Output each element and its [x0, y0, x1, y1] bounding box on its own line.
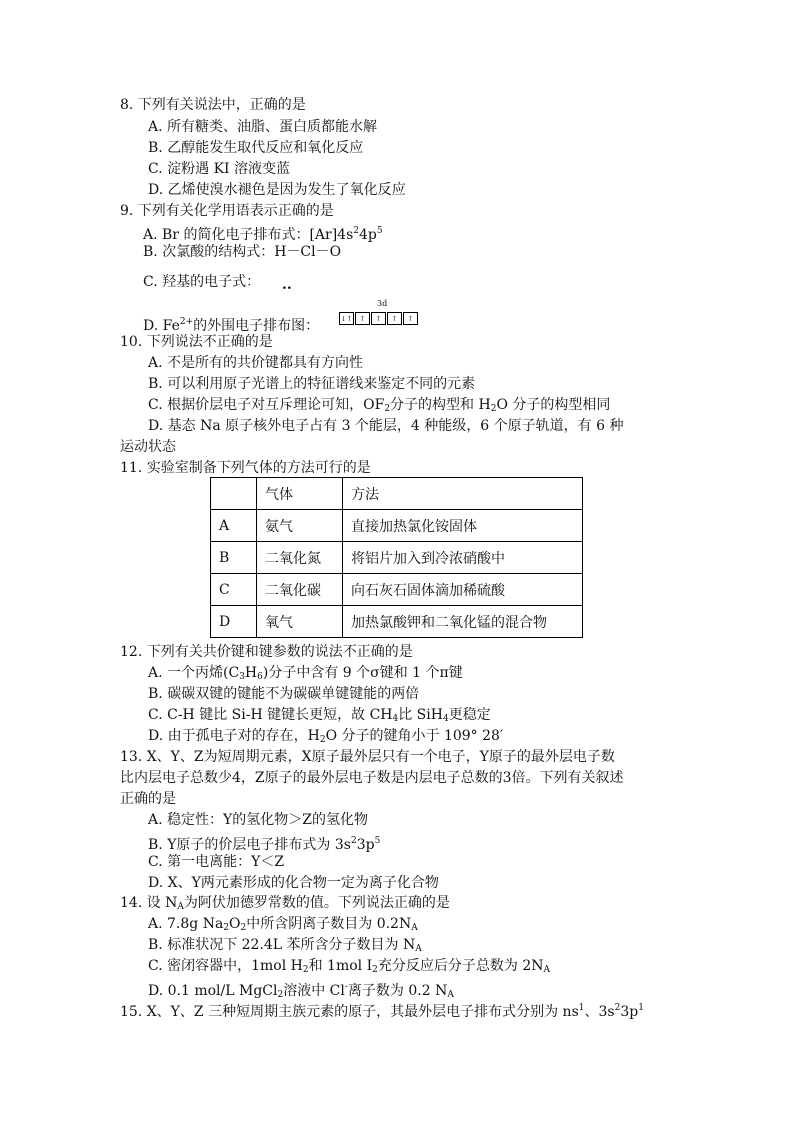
q10-c-text2: 分子的构型和 H	[390, 397, 491, 413]
table-cell: 氨气	[257, 510, 343, 542]
gas-prep-table	[210, 477, 583, 638]
q14-c-text2: 和 1mol I	[308, 958, 373, 974]
q14-c-text1: C. 密闭容器中，1mol H	[148, 958, 303, 974]
table-cell: 氧气	[257, 606, 343, 638]
q12-c-text2: 比 SiH	[398, 707, 443, 723]
q14-b-sub1: A	[415, 944, 422, 954]
table-row	[211, 606, 583, 638]
q10-stem: 10. 下列说法不正确的是	[120, 334, 273, 350]
table-cell: 二氧化碳	[257, 574, 343, 606]
q12-stem: 12. 下列有关共价键和键参数的说法不正确的是	[120, 644, 413, 660]
table-header-cell	[211, 478, 257, 510]
q14-b-text1: B. 标准状况下 22.4L 苯所含分子数目为 N	[148, 937, 416, 953]
q14-a-text2: O	[229, 916, 241, 932]
table-cell: 向石灰石固体滴加稀硫酸	[343, 574, 583, 606]
q9-a-sup2: 5	[376, 226, 383, 236]
hydroxyl-electron-dots: ..	[282, 277, 292, 293]
q14-d-text2: 溶液中 Cl	[283, 983, 345, 999]
q14-stem-sub: A	[177, 902, 184, 912]
q13-stem-line3: 正确的是	[120, 791, 176, 807]
q12-a-sub2: 6	[257, 672, 263, 682]
q12-a-text3: )分子中含有 9 个σ键和 1 个π键	[262, 665, 463, 681]
q15-stem-text2: 、3s	[584, 1004, 615, 1020]
q9-option-a	[143, 222, 383, 244]
q14-c-sub1: 2	[302, 965, 309, 975]
q11-stem: 11. 实验室制备下列气体的方法可行的是	[120, 460, 371, 476]
q13-b-text2: 3p	[356, 837, 375, 853]
q14-stem	[120, 894, 450, 916]
q14-d-sub2: A	[447, 990, 454, 1000]
q14-a-sub3: A	[411, 923, 418, 933]
q8-option-d: D. 乙烯使溴水褪色是因为发生了氧化反应	[148, 182, 406, 198]
q14-stem-text2: 为阿伏加德罗常数的值。下列说法正确的是	[183, 895, 450, 911]
q9-d-sup: 2+	[179, 317, 194, 327]
q10-c-text3: O 分子的构型相同	[496, 397, 611, 413]
q14-a-sub1: 2	[223, 923, 230, 933]
q9-a-text: A. Br 的简化电子排布式：[Ar]4s	[143, 227, 354, 243]
q13-stem-line1: 13. X、Y、Z为短周期元素，X原子最外层只有一个电子，Y原子的最外层电子数	[120, 749, 615, 765]
q9-a-mid: 4p	[359, 227, 377, 243]
q9-stem: 9. 下列有关化学用语表示正确的是	[120, 203, 334, 219]
q15-stem-sup3: 1	[638, 1003, 644, 1013]
q14-option-b	[148, 936, 422, 958]
table-cell: C	[211, 574, 257, 606]
q12-option-d	[148, 727, 503, 749]
q14-stem-text1: 14. 设 N	[120, 895, 178, 911]
q10-option-c	[148, 396, 610, 418]
q8-option-c: C. 淀粉遇 KI 溶液变蓝	[148, 161, 291, 177]
q10-c-sub2: 2	[490, 404, 497, 414]
q14-a-text3: 中所含阴离子数目为 0.2N	[246, 916, 412, 932]
q13-b-text1: B. Y原子的价层电子排布式为 3s	[148, 837, 351, 853]
q13-b-sup2: 5	[374, 836, 381, 846]
orbital-box: ↑	[355, 312, 370, 325]
q12-c-text1: C. C-H 键比 Si-H 键键长更短，故 CH	[148, 707, 393, 723]
q14-c-sub3: A	[543, 965, 550, 975]
table-header-cell: 方法	[343, 478, 583, 510]
table-cell: B	[211, 542, 257, 574]
q13-option-c: C. 第一电离能：Y＜Z	[148, 854, 285, 870]
q10-c-sub1: 2	[384, 404, 391, 414]
q10-option-d-cont: 运动状态	[120, 439, 176, 455]
q14-c-sub2: 2	[372, 965, 378, 975]
q12-a-sub1: 3	[239, 672, 245, 682]
q12-d-text1: D. 由于孤电子对的存在，H	[148, 728, 320, 744]
q8-option-a: A. 所有糖类、油脂、蛋白质都能水解	[148, 119, 378, 135]
table-cell: 加热氯酸钾和二氧化锰的混合物	[343, 606, 583, 638]
q10-option-d: D. 基态 Na 原子核外电子占有 3 个能层，4 种能级，6 个原子轨道，有 6 种	[148, 418, 624, 434]
q14-d-sub1: 2	[277, 990, 284, 1000]
q13-option-b	[148, 832, 380, 854]
q12-a-text1: A. 一个丙烯(C	[148, 665, 240, 681]
q15-stem-text3: 3p	[620, 1004, 639, 1020]
q15-stem-sup2: 2	[614, 1003, 621, 1013]
orbital-box: ↓↑	[339, 312, 354, 325]
q12-d-sub1: 2	[319, 735, 326, 745]
table-row	[211, 510, 583, 542]
table-header-row	[211, 478, 583, 510]
q12-c-text3: 更稳定	[448, 707, 491, 723]
q10-c-text1: C. 根据价层电子对互斥理论可知，OF	[148, 397, 385, 413]
q9-option-b: B. 次氯酸的结构式：H－Cl－O	[143, 244, 342, 260]
orbital-box: ↑	[403, 312, 418, 325]
q15-stem	[120, 999, 644, 1021]
table-cell: 直接加热氯化铵固体	[343, 510, 583, 542]
q14-d-text1: D. 0.1 mol/L MgCl	[148, 983, 278, 999]
q8-option-b: B. 乙醇能发生取代反应和氧化反应	[148, 140, 364, 156]
orbital-box: ↑	[387, 312, 402, 325]
table-header-cell: 气体	[257, 478, 343, 510]
q8-stem: 8. 下列有关说法中，正确的是	[120, 97, 306, 113]
q14-a-text1: A. 7.8g Na	[148, 916, 224, 932]
q12-c-sub2: 4	[442, 714, 449, 724]
q15-stem-text1: 15. X、Y、Z 三种短周期主族元素的原子，其最外层电子排布式分别为 ns	[120, 1004, 579, 1020]
q12-c-sub1: 4	[392, 714, 399, 724]
q15-stem-sup1: 1	[578, 1003, 585, 1013]
q14-a-sub2: 2	[240, 923, 247, 933]
table-cell: 将铝片加入到冷浓硝酸中	[343, 542, 583, 574]
q13-stem-line2: 比内层电子总数少4，Z原子的最外层电子数是内层电子总数的3倍。下列有关叙述	[120, 770, 624, 786]
q9-a-sup1: 2	[353, 226, 359, 236]
q14-d-text3: 离子数为 0.2 N	[347, 983, 448, 999]
q12-option-b: B. 碳碳双键的键能不为碳碳单键键能的两倍	[148, 686, 420, 702]
table-cell: A	[211, 510, 257, 542]
table-cell: D	[211, 606, 257, 638]
table-row	[211, 574, 583, 606]
q9-d-text: D. Fe	[143, 318, 180, 334]
q9-d-post: 的外围电子排布图：	[193, 318, 320, 334]
q14-d-sup: -	[344, 982, 348, 992]
q10-option-b: B. 可以利用原子光谱上的特征谱线来鉴定不同的元素	[148, 376, 476, 392]
q9-option-c: C. 羟基的电子式：	[143, 274, 261, 290]
orbital-label: 3d	[377, 299, 388, 308]
q10-option-a: A. 不是所有的共价键都具有方向性	[148, 355, 364, 371]
q12-d-text2: O 分子的键角小于 109° 28′	[325, 728, 504, 744]
q14-option-c	[148, 957, 550, 979]
q9-option-d	[143, 313, 319, 335]
q13-b-sup1: 2	[350, 836, 357, 846]
q12-a-text2: H	[244, 665, 258, 681]
q14-c-text3: 充分反应后分子总数为 2N	[377, 958, 544, 974]
q13-option-a: A. 稳定性：Y的氢化物＞Z的氢化物	[148, 812, 368, 828]
table-row	[211, 542, 583, 574]
q12-option-a	[148, 664, 463, 686]
q12-option-c	[148, 706, 491, 728]
q14-option-a	[148, 915, 418, 937]
q13-option-d: D. X、Y两元素形成的化合物一定为离子化合物	[148, 875, 439, 891]
table-cell: 二氧化氮	[257, 542, 343, 574]
orbital-box: ↑	[371, 312, 386, 325]
